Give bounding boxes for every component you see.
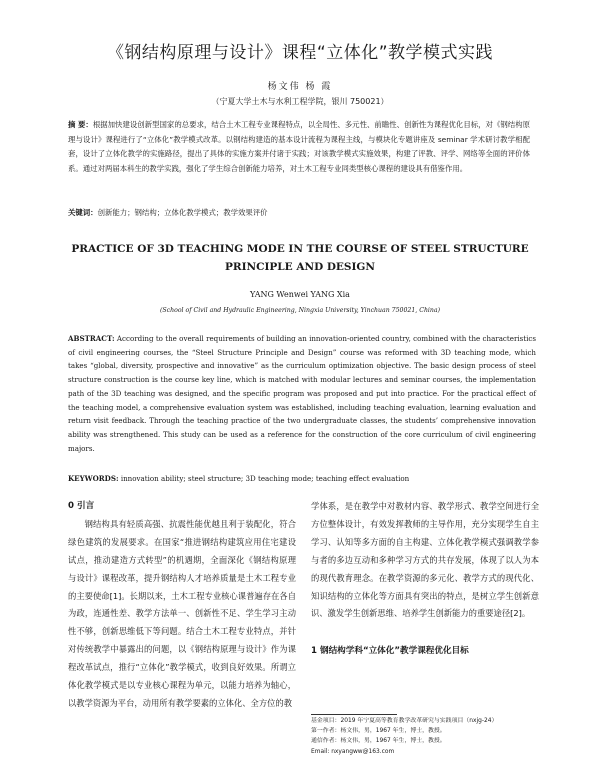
english-title	[0, 240, 600, 276]
section-0-heading: 0 引言	[68, 501, 95, 511]
footnote-funding: 基金项目：2019 年宁夏高等教育教学改革研究与实践项目（nxjg-24）	[311, 718, 498, 724]
footnote-divider	[311, 714, 397, 715]
left-column-text: 钢结构具有轻质高强、抗震性能优越且利于装配化，符合绿色建筑的发展要求。在国家“推进钢结构建筑应用住宅建设试点，推动建造方式转型”的机遇期，全面深化《钢结构原理与设计》课程改革，提升钢结构人才培养质量是土木工程专业的主要使命[1]。长期以来，土木工程专业核心课普遍存在各自为政，连通性差、教学方法单一、创新性不足、学生学习主动性不够，创新思维低下等问题。结合土木工程专业特点，并针对传统教学中暴露出的问题，以《钢结构原理与设计》作为课程改革试点，推行“立体化”教学模式，收到良好效果。所谓立体化教学模式是以专业核心课程为单元，以能力培养为轴心，以教学资源为平台，动用所有教学要素的立体化、全方位的教	[68, 518, 296, 708]
english-authors: YANG Wenwei YANG Xia	[250, 290, 350, 299]
english-abstract-text: According to the overall requirements of building an innovation-oriented country, combined with the characteristics of civil engineering courses, the “Steel Structure Principle and Design” course was reformed with 3D teaching mode, which takes “global, diversity, prospective and innovative” as the curriculum optimization objective. The basic design process of steel structure construction is the course key line, which is matched with modular lectures and seminar courses, the implementation path of the 3D teaching was designed, and the specific program was proposed and put into practice. For the practical effect of the teaching model, a comprehensive evaluation system was established, including teaching evaluation, learning evaluation and return visit feedback. Through the teaching practice of the two undergraduate classes, the students’ comprehensive innovation ability was strengthened. This study can be used as a reference for the construction of the core curriculum of civil engineering majors.	[68, 334, 536, 453]
chinese-keywords	[68, 206, 530, 221]
english-keywords-label: KEYWORDS:	[68, 474, 119, 483]
english-abstract	[68, 332, 536, 455]
chinese-abstract-text: 根据加快建设创新型国家的总要求，结合土木工程专业课程特点，以全局性、多元性、前瞻性、创新性为课程优化目标，对《钢结构原理与设计》课程进行了“立体化”教学模式改革。以钢结构建造的基本设计流程为课程主线，与模块化专题讲座及 seminar 学术研讨教学相配套，设计了立体化教学的实施路径，提出了具体的实施方案并付诸于实践；对该教学模式实施效果，构建了评教、评学、网络等全面的评价体系。通过对两届本科生的教学实践，强化了学生综合创新能力培养，对土木工程专业同类型核心课程的建设具有借鉴作用。	[68, 120, 530, 173]
english-abstract-label: ABSTRACT:	[68, 334, 115, 343]
chinese-affiliation: （宁夏大学土木与水利工程学院，银川 750021）	[211, 97, 389, 106]
english-keywords-text: innovation ability; steel structure; 3D teaching mode; teaching effect evaluation	[120, 474, 410, 483]
footnote	[311, 716, 539, 757]
chinese-title: 《钢结构原理与设计》课程“立体化”教学模式实践	[106, 43, 494, 63]
footnote-email: Email: nxyangww@163.com	[311, 748, 395, 755]
footnote-corresponding-author: 通信作者：杨文伟，男，1967 年生，博士，教授。	[311, 738, 446, 745]
chinese-keywords-label: 关键词：	[68, 208, 98, 217]
chinese-abstract	[68, 118, 530, 176]
english-title-line1: PRACTICE OF 3D TEACHING MODE IN THE COURSE OF STEEL STRUCTURE	[71, 243, 529, 255]
section-1-heading: 1 钢结构学科“立体化”教学课程优化目标	[311, 646, 469, 657]
english-title-line2: PRINCIPLE AND DESIGN	[224, 261, 375, 273]
right-column-text: 学体系，是在教学中对教材内容、教学形式、教学空间进行全方位整体设计，有效发挥教师的主导作用，充分实现学生自主学习、认知等多方面的自主构建、立体化教学模式强调教学参与者的多边互动和多种学习方式的共存发展，体现了以人为本的现代教育理念。在教学资源的多元化、教学方式的现代化、知识结构的立体化等方面具有突出的特点，是树立学生创新意识、激发学生创新思维、培养学生创新能力的重要途径[2]。	[311, 501, 539, 619]
english-keywords	[68, 472, 536, 486]
chinese-authors: 杨文伟 杨 霞	[267, 82, 333, 92]
footnote-first-author: 第一作者：杨文伟，男，1967 年生，博士，教授。	[311, 728, 446, 735]
chinese-abstract-label: 摘 要：	[68, 120, 93, 129]
chinese-keywords-text: 创新能力；钢结构；立体化教学模式；教学效果评价	[97, 208, 268, 217]
english-affiliation: (School of Civil and Hydraulic Engineering, Ningxia University, Yinchuan 750021, China)	[159, 307, 441, 314]
right-column	[311, 498, 539, 661]
left-column	[68, 498, 296, 713]
